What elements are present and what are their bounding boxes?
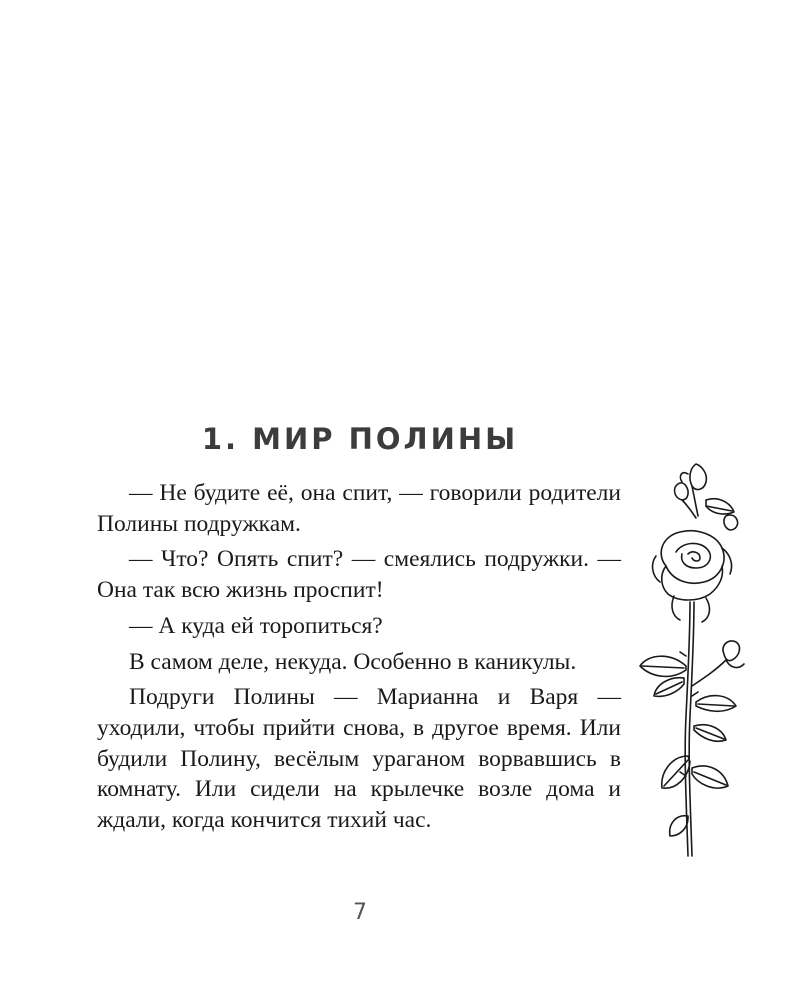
- paragraph: — А куда ей торопиться?: [129, 612, 383, 639]
- chapter-text: [97, 478, 621, 836]
- paragraph: — Что? Опять спит? — смеялись подружки. — Она так всю жизнь проспит!: [97, 546, 621, 604]
- paragraph: Подруги Полины — Марианна и Варя — уходили, чтобы прийти снова, в другое время. Или будили Полину, весёлым ураганом ворвавшись в комнату. Или сидели на крылечке возле дома и ждали, когда кончится тихий час.: [97, 684, 621, 834]
- rose-illustration-icon: [626, 456, 756, 866]
- paragraph: В самом деле, некуда. Особенно в каникулы.: [129, 648, 577, 675]
- page-number: 7: [353, 900, 367, 925]
- chapter-title: 1. МИР ПОЛИНЫ: [201, 422, 519, 456]
- paragraph: — Не будите её, она спит, — говорили родители Полины подружкам.: [97, 480, 621, 537]
